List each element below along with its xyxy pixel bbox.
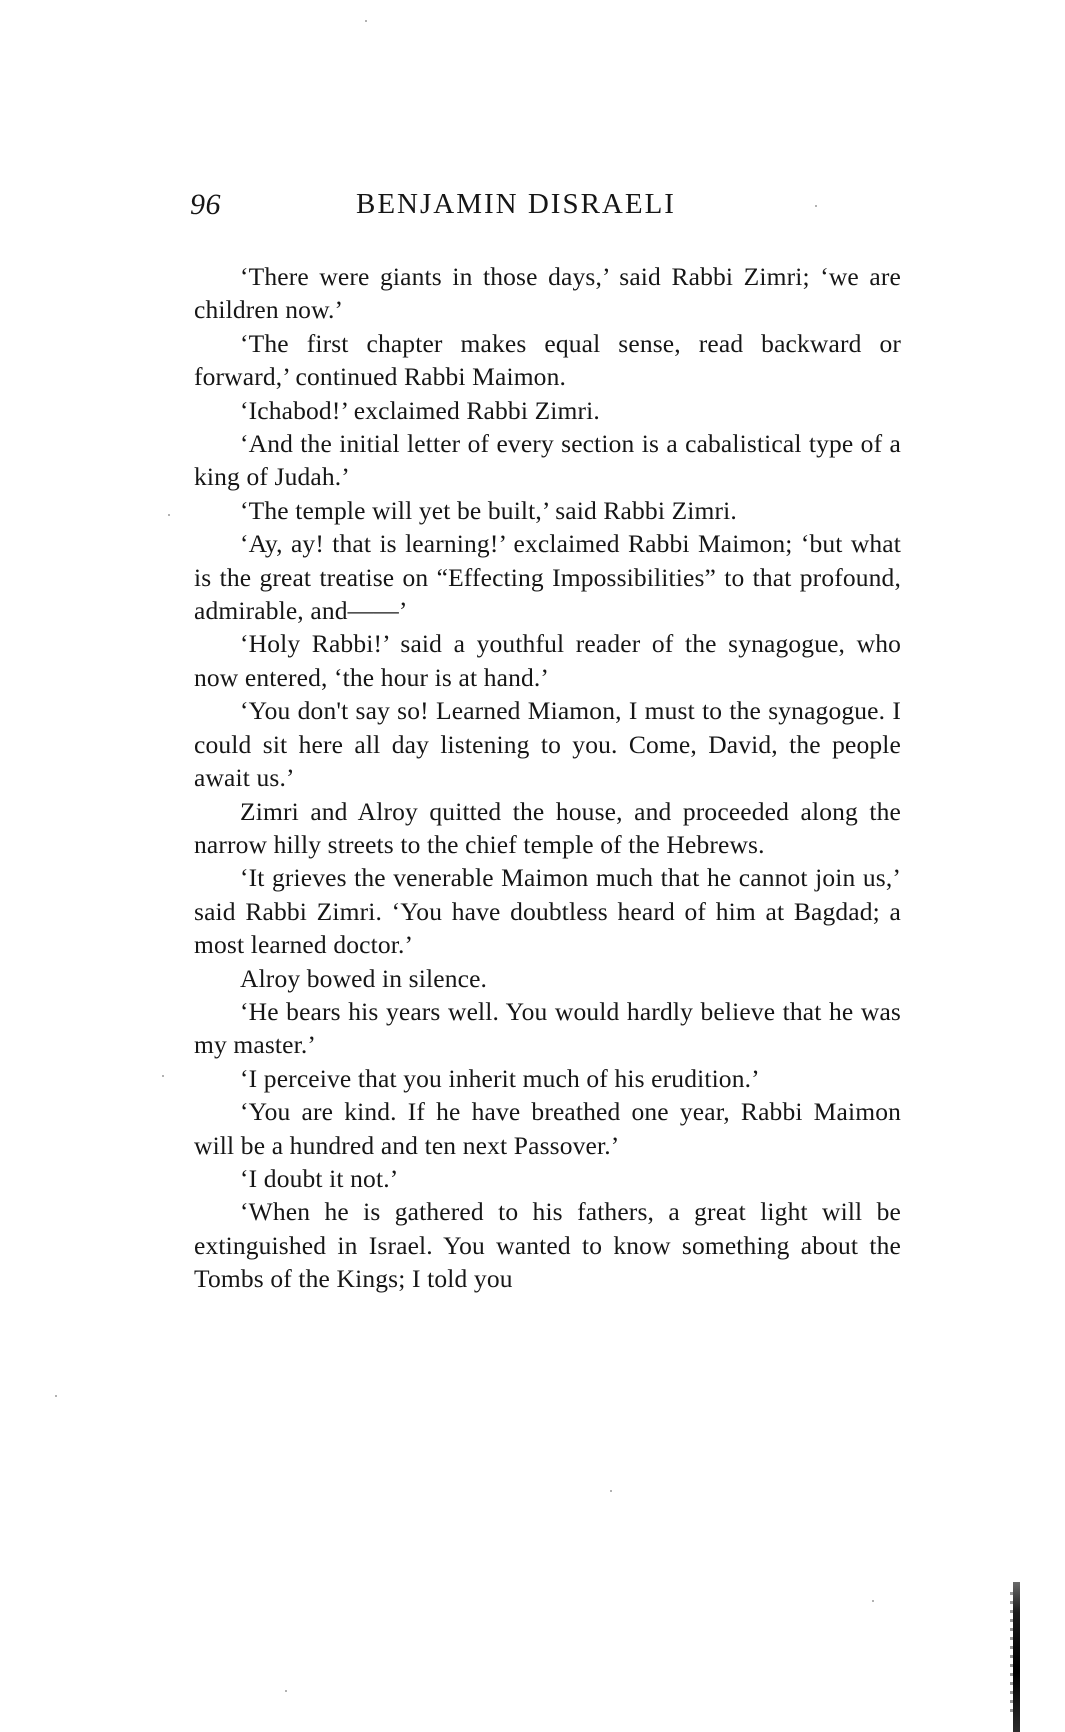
paragraph: ‘The first chapter makes equal sense, read backward or forward,’ continued Rabbi Maimon. — [194, 328, 901, 392]
paragraph: ‘You are kind. If he have breathed one year, Rabbi Maimon will be a hundred and ten next Passover.’ — [194, 1097, 901, 1160]
paragraph: Alroy bowed in silence. — [240, 963, 488, 993]
paragraph: ‘When he is gathered to his fathers, a great light will be extinguished in Israel. You wanted to know something about the Tombs of the Kings; I told you — [194, 1197, 901, 1294]
paragraph: ‘There were giants in those days,’ said Rabbi Zimri; ‘we are children now.’ — [194, 262, 901, 325]
body-text — [194, 260, 901, 1296]
paper-speck — [872, 1600, 874, 1602]
paragraph: Zimri and Alroy quitted the house, and proceeded along the narrow hilly streets to the chief temple of the Hebrews. — [194, 796, 901, 859]
paper-speck — [168, 514, 170, 516]
page-number: 96 — [190, 188, 221, 221]
paragraph: ‘The temple will yet be built,’ said Rabbi Zimri. — [240, 495, 737, 525]
paragraph: ‘Ay, ay! that is learning!’ exclaimed Rabbi Maimon; ‘but what is the great treatise on “Effecting Impossibilities” to that profound, admirable, and——’ — [194, 529, 901, 626]
paragraph: ‘He bears his years well. You would hardly believe that he was my master.’ — [194, 996, 901, 1060]
page-header — [190, 188, 902, 228]
paper-speck — [815, 205, 817, 207]
paragraph: ‘And the initial letter of every section is a cabalistical type of a king of Judah.’ — [194, 429, 901, 492]
paper-speck — [365, 20, 367, 22]
paper-speck — [285, 1690, 287, 1692]
paragraph: ‘It grieves the venerable Maimon much that he cannot join us,’ said Rabbi Zimri. ‘You have doubtless heard of him at Bagdad; a most learned doctor.’ — [194, 863, 901, 960]
paper-speck — [55, 1395, 57, 1397]
running-head: BENJAMIN DISRAELI — [356, 188, 676, 220]
paragraph: ‘Holy Rabbi!’ said a youthful reader of the synagogue, who now entered, ‘the hour is at hand.’ — [194, 629, 901, 692]
paragraph: ‘I doubt it not.’ — [240, 1163, 399, 1193]
paper-speck — [162, 1075, 164, 1077]
paragraph: ‘I perceive that you inherit much of his erudition.’ — [240, 1063, 760, 1093]
page-edge-mark — [1013, 1582, 1020, 1732]
paragraph: ‘Ichabod!’ exclaimed Rabbi Zimri. — [240, 395, 600, 425]
paper-speck — [610, 1490, 612, 1492]
paragraph: ‘You don't say so! Learned Miamon, I must to the synagogue. I could sit here all day listening to you. Come, David, the people await us.’ — [194, 696, 901, 793]
